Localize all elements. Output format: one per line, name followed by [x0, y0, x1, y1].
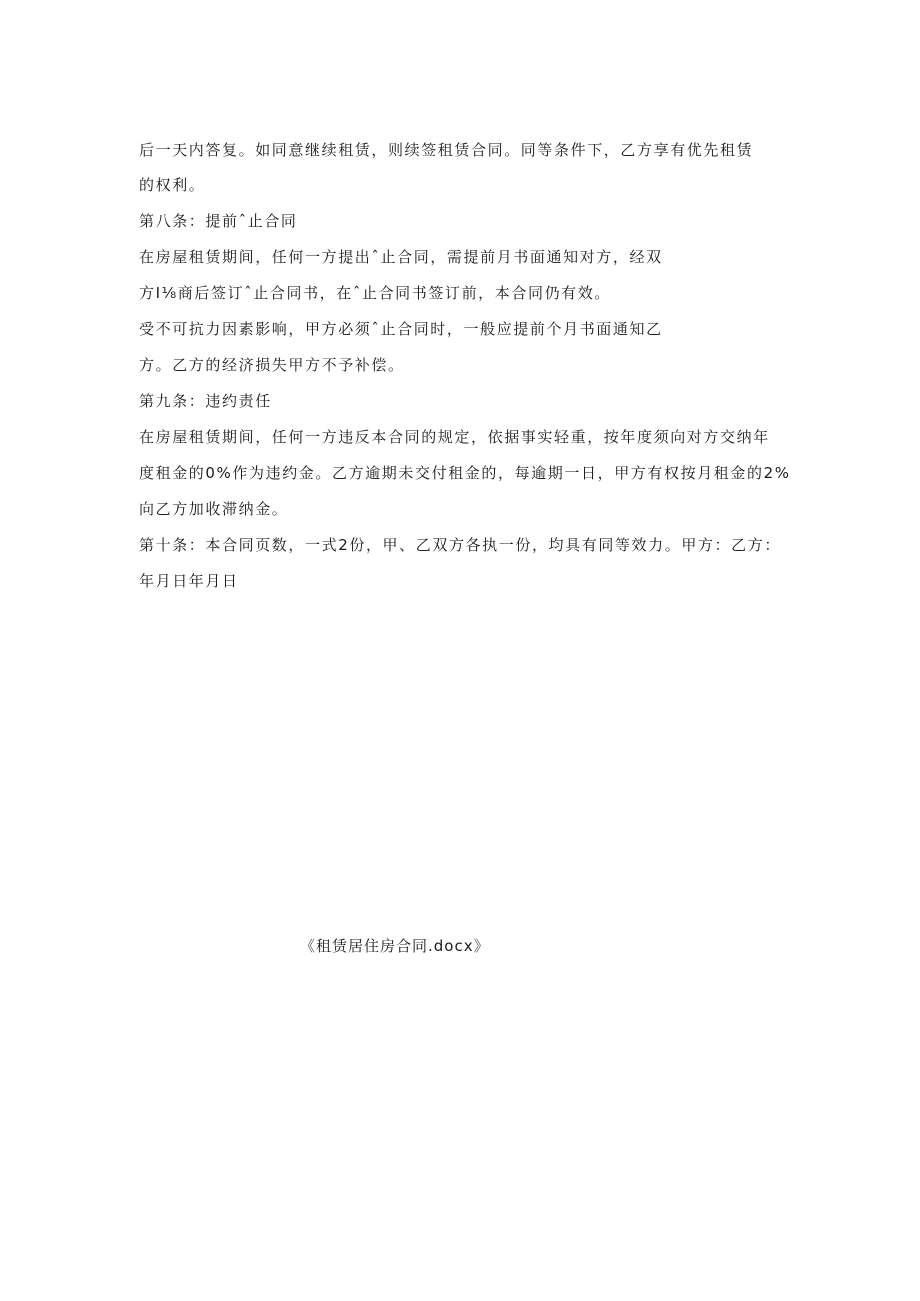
text-line-7: 方。乙方的经济损失甲方不予补偿。: [139, 356, 405, 374]
signature-date-line: 年月日年月日: [139, 572, 239, 590]
text-line-5: 方I⅛商后签订ˆ止合同书，在ˆ止合同书签订前，本合同仍有效。: [139, 284, 611, 302]
article-10-text: 第十条：本合同页数，一式2份，甲、乙双方各执一份，均具有同等效力。甲方：乙方：: [139, 536, 781, 554]
text-line-9: 在房屋租赁期间，任何一方违反本合同的规定，依据事实轻重，按年度须向对方交纳年: [139, 428, 770, 446]
text-line-6: 受不可抗力因素影响，甲方必须ˆ止合同时，一般应提前个月书面通知乙: [139, 320, 663, 338]
text-line-2: 的权利。: [139, 176, 206, 194]
article-8-heading: 第八条：提前ˆ止合同: [139, 212, 298, 230]
text-line-11: 向乙方加收滞纳金。: [139, 500, 289, 518]
article-9-heading: 第九条：违约责任: [139, 392, 272, 410]
text-line-1: 后一天内答复。如同意继续租赁，则续签租赁合同。同等条件下，乙方享有优先租赁: [139, 141, 754, 159]
text-line-4: 在房屋租赁期间，任何一方提出ˆ止合同，需提前月书面通知对方，经双: [139, 248, 663, 266]
text-line-10: 度租金的0%作为违约金。乙方逾期未交付租金的，每逾期一日，甲方有权按月租金的2%: [139, 464, 791, 482]
document-filename-title: 《租赁居住房合同.docx》: [300, 937, 490, 955]
